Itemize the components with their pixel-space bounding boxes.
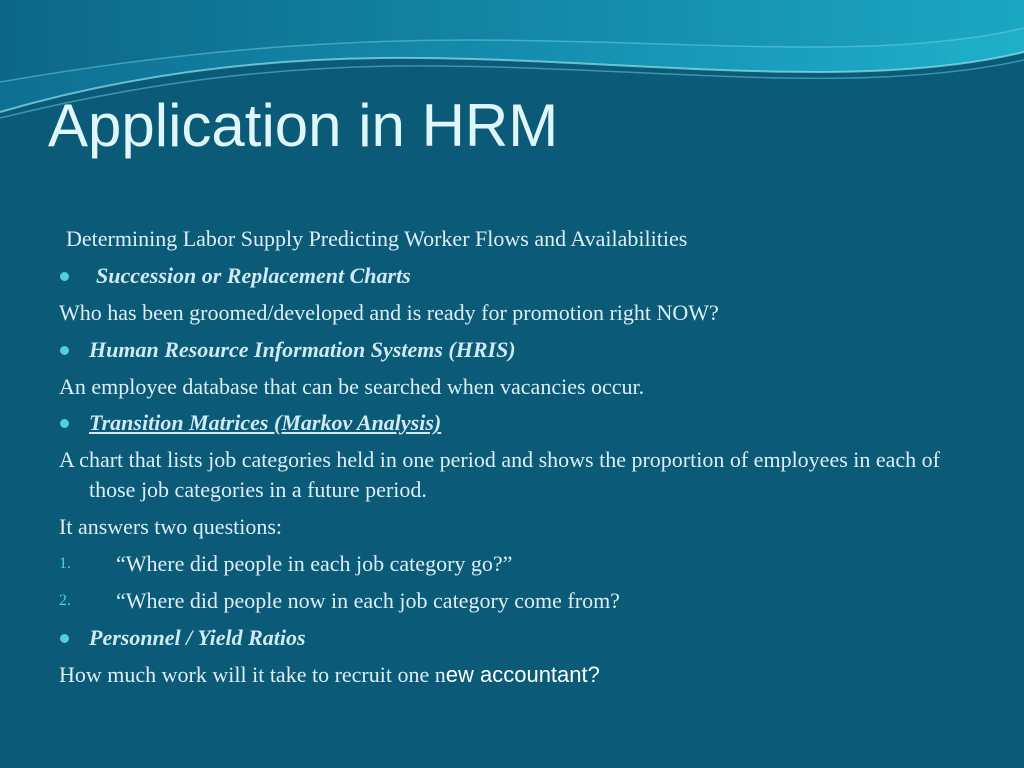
bullet-dot-icon bbox=[60, 272, 69, 281]
question-text: “Where did people now in each job category come from? bbox=[116, 588, 620, 614]
bullet-yield-ratios bbox=[59, 623, 959, 653]
intro-text: Determining Labor Supply Predicting Worker Flows and Availabilities bbox=[66, 226, 688, 251]
slide-body bbox=[59, 224, 959, 697]
hris-text: An employee database that can be searched when vacancies occur. bbox=[59, 373, 645, 399]
succession-heading: Succession or Replacement Charts bbox=[96, 262, 411, 288]
questions-intro bbox=[59, 512, 959, 542]
yield-ratios-description bbox=[59, 660, 959, 690]
list-number: 2. bbox=[59, 592, 71, 610]
hris-heading: Human Resource Information Systems (HRIS) bbox=[89, 336, 516, 362]
bullet-succession bbox=[59, 261, 959, 291]
question-item bbox=[59, 586, 959, 616]
question-item bbox=[59, 549, 959, 579]
yield-text-part1: How much work will it take to recruit one n bbox=[59, 661, 446, 687]
succession-text: Who has been groomed/developed and is ready for promotion right NOW? bbox=[59, 299, 719, 325]
bullet-dot-icon bbox=[60, 419, 69, 428]
succession-description bbox=[59, 298, 959, 328]
transition-text: A chart that lists job categories held in one period and shows the proportion of employees in each of those job categories in a future period. bbox=[59, 447, 940, 503]
intro-line bbox=[59, 224, 959, 254]
bullet-dot-icon bbox=[60, 346, 69, 355]
bullet-hris bbox=[59, 335, 959, 365]
question-text: “Where did people in each job category go?” bbox=[116, 551, 513, 577]
transition-description bbox=[59, 445, 959, 505]
bullet-dot-icon bbox=[60, 634, 69, 643]
yield-ratios-heading: Personnel / Yield Ratios bbox=[89, 624, 306, 650]
slide-title: Application in HRM bbox=[48, 92, 559, 159]
hris-description bbox=[59, 372, 959, 402]
bullet-transition bbox=[59, 408, 959, 438]
transition-heading-link[interactable]: Transition Matrices (Markov Analysis) bbox=[89, 410, 442, 436]
questions-intro-text: It answers two questions: bbox=[59, 514, 283, 540]
list-number: 1. bbox=[59, 555, 71, 573]
yield-text-part2: ew accountant? bbox=[445, 661, 600, 687]
